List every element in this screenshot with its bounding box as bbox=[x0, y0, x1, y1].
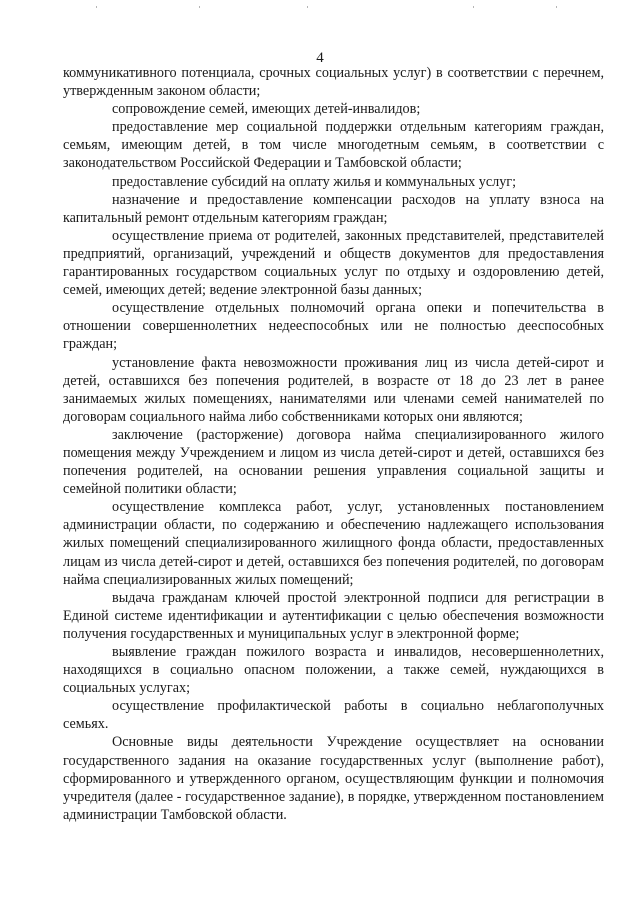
paragraph: назначение и предоставление компенсации расходов на уплату взноса на капитальный ремонт отдельным категориям граждан; bbox=[63, 191, 604, 226]
paragraph: Основные виды деятельности Учреждение осуществляет на основании государственного задания на оказание государственных услуг (выполнение работ), сформированного и утвержденного органом, осуществляющим функции и полномочия учредителя (далее - государственное задание), в порядке, утвержденном постановлением администрации Тамбовской области. bbox=[63, 734, 604, 823]
document-body bbox=[63, 64, 604, 824]
paragraph: осуществление комплекса работ, услуг, установленных постановлением администрации области, по содержанию и обеспечению надлежащего использования жилых помещений специализированного жилищного фонда области, предоставленных лицам из числа детей-сирот и детей, оставшихся без попечения родителей, по договорам найма специализированных жилых помещений; bbox=[63, 499, 604, 588]
paragraph: предоставление мер социальной поддержки отдельным категориям граждан, семьям, имеющим детей, в том числе многодетным семьям, в соответствии с законодательством Российской Федерации и Тамбовской области; bbox=[63, 119, 604, 172]
page-number: 4 bbox=[316, 50, 324, 66]
scan-speck bbox=[473, 6, 474, 8]
paragraph: выдача гражданам ключей простой электронной подписи для регистрации в Единой системе идентификации и аутентификации с целью обеспечения возможности получения государственных и муниципальных услуг в электронной форме; bbox=[63, 589, 604, 642]
paragraph: заключение (расторжение) договора найма специализированного жилого помещения между Учреждением и лицом из числа детей-сирот и детей, оставшихся без попечения родителей, на основании решения управления социальной защиты и семейной политики области; bbox=[63, 426, 604, 498]
paragraph: выявление граждан пожилого возраста и инвалидов, несовершеннолетних, находящихся в социально опасном положении, а также семей, нуждающихся в социальных услугах; bbox=[63, 644, 604, 697]
scan-speck bbox=[556, 6, 557, 8]
paragraph: коммуникативного потенциала, срочных социальных услуг) в соответствии с перечнем, утвержденным законом области; bbox=[63, 65, 604, 100]
paragraph: осуществление приема от родителей, законных представителей, представителей предприятий, организаций, учреждений и обществ документов для предоставления гарантированных государством социальных услуг по отдыху и оздоровлению детей, семей, имеющих детей; ведение электронной базы данных; bbox=[63, 227, 604, 299]
paragraph: установление факта невозможности проживания лиц из числа детей-сирот и детей, оставшихся без попечения родителей, в возрасте от 18 до 23 лет в ранее занимаемых жилых помещениях, нанимателями или членами семей нанимателей по договорам социального найма либо собственниками которых они являются; bbox=[63, 354, 604, 425]
paragraph: осуществление отдельных полномочий органа опеки и попечительства в отношении совершеннолетних недееспособных или не полностью дееспособных граждан; bbox=[63, 300, 604, 353]
paragraph: предоставление субсидий на оплату жилья и коммунальных услуг; bbox=[112, 173, 517, 190]
paragraph: осуществление профилактической работы в социально неблагополучных семьях. bbox=[63, 698, 604, 733]
scan-speck bbox=[307, 6, 308, 8]
paragraph: сопровождение семей, имеющих детей-инвалидов; bbox=[112, 101, 421, 118]
scan-speck bbox=[96, 6, 97, 8]
scan-speck bbox=[199, 6, 200, 8]
